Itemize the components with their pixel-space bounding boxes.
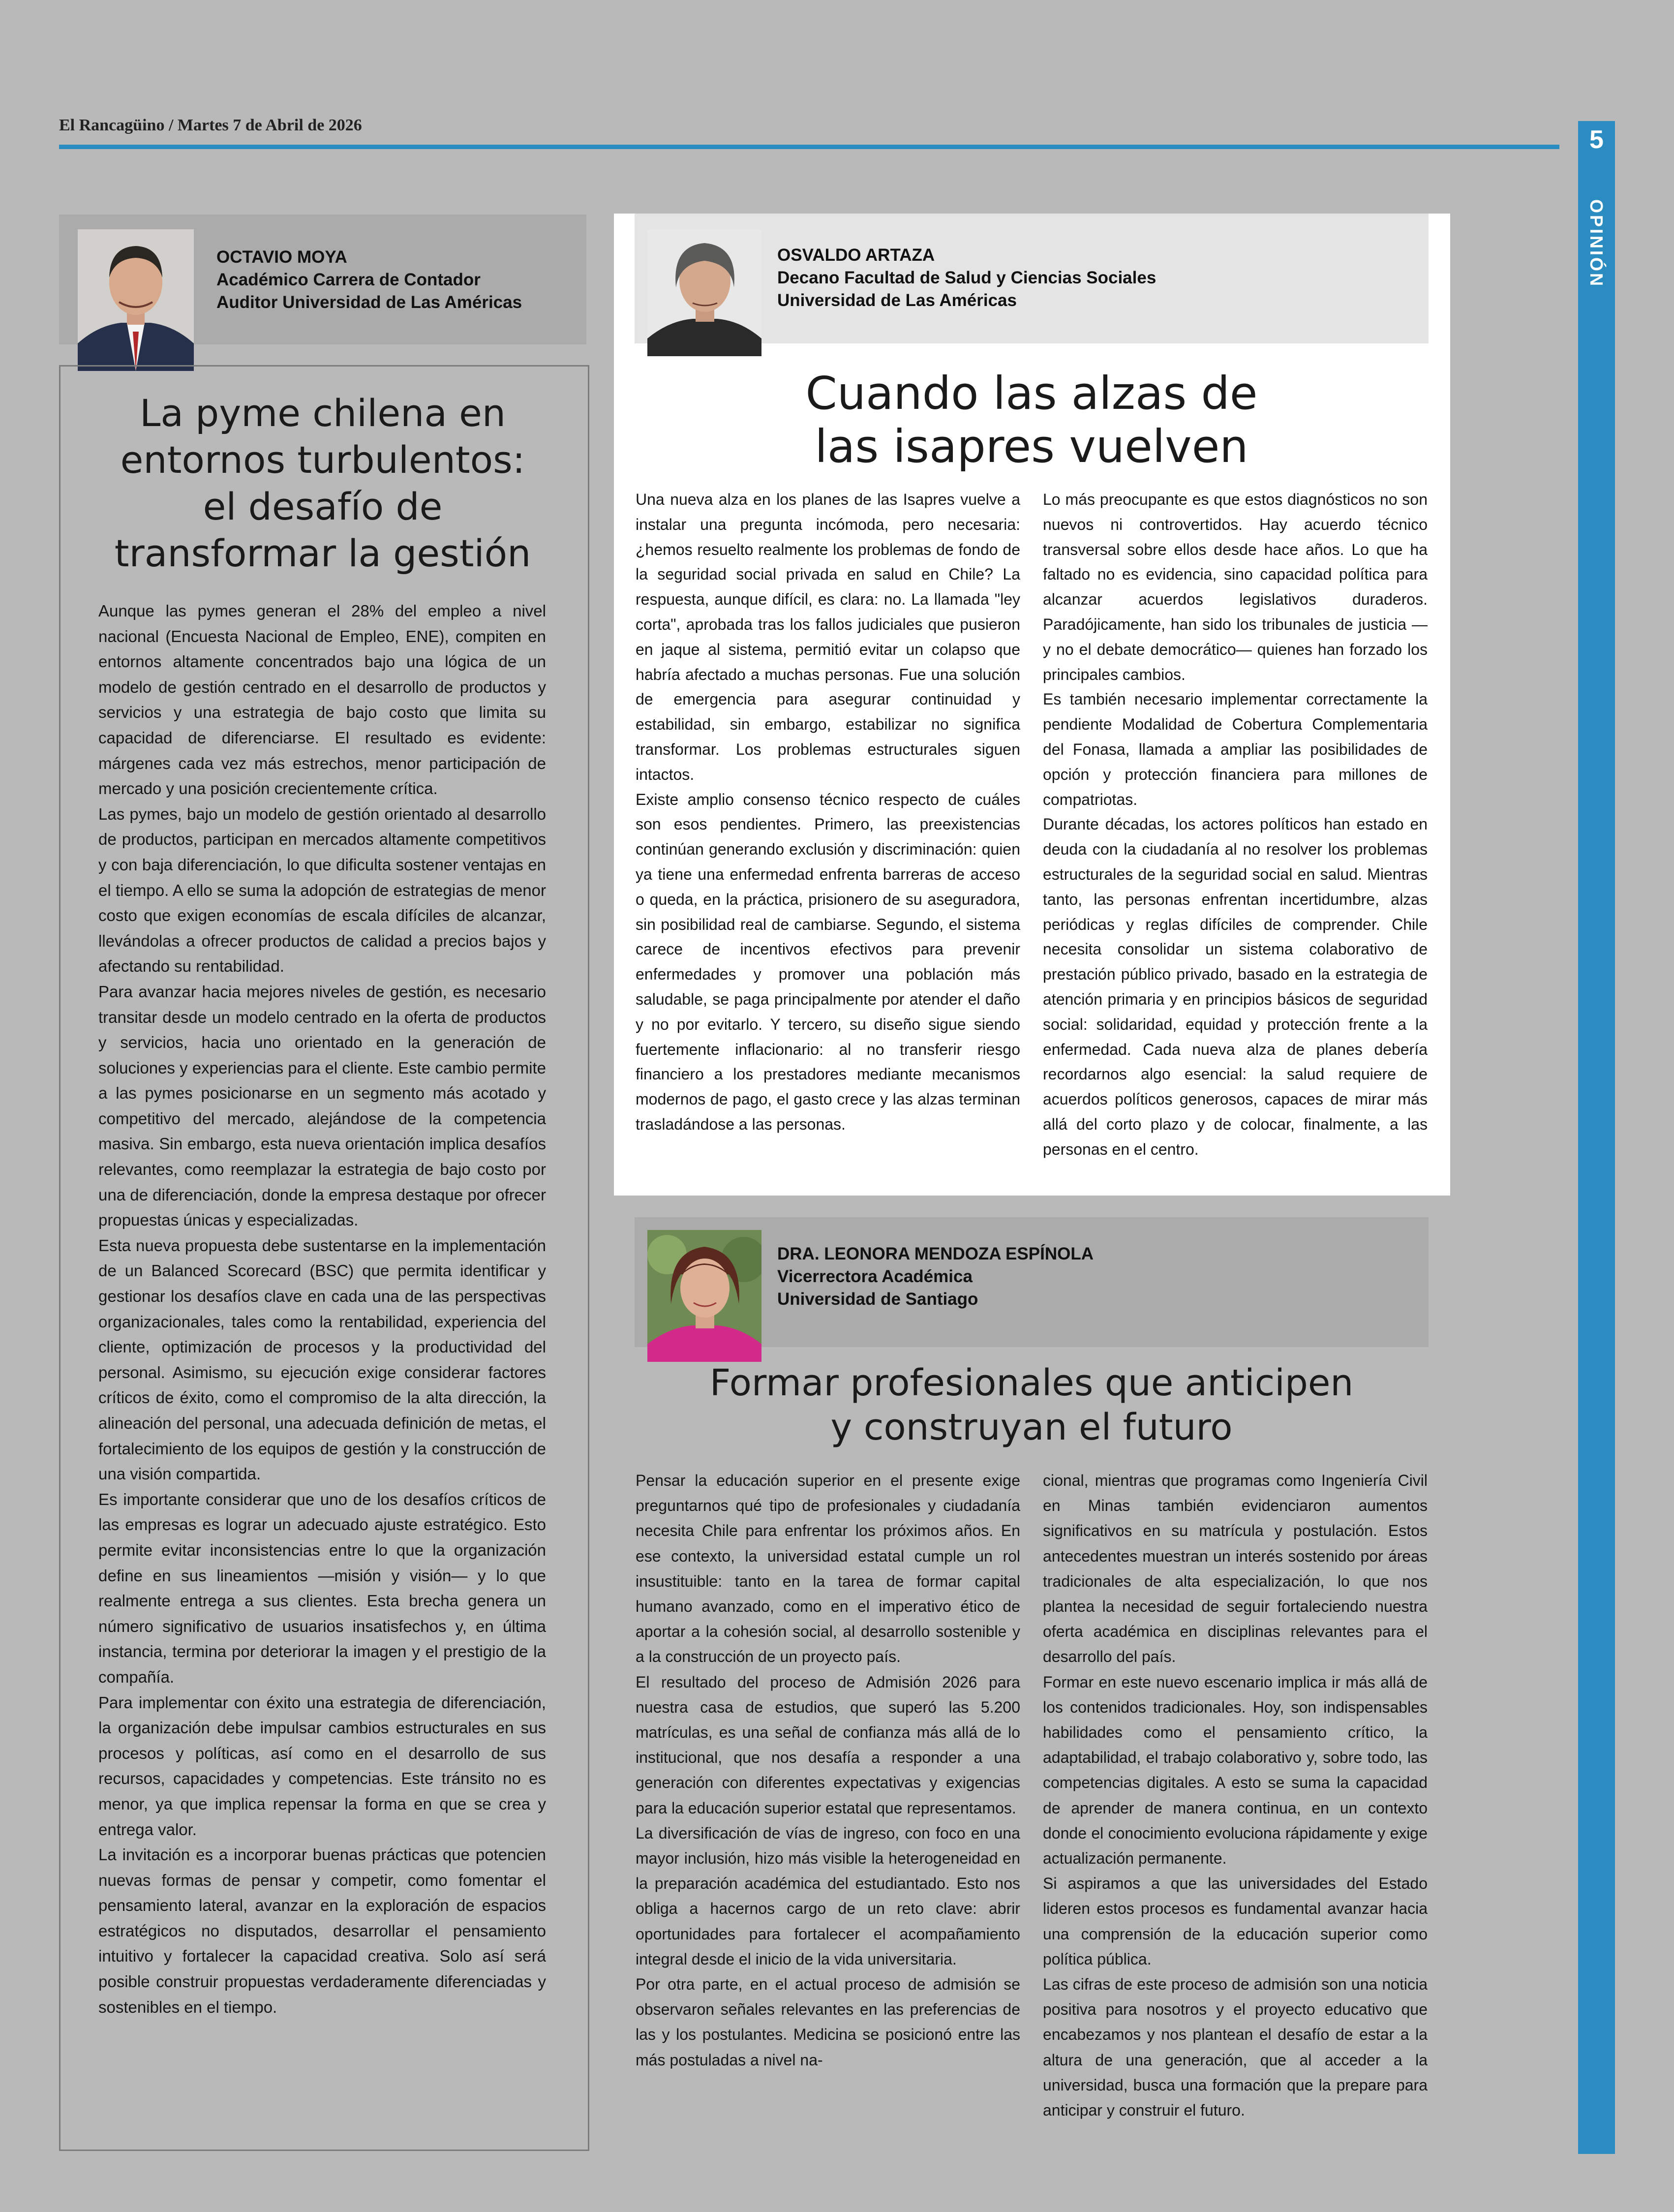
author-role: Decano Facultad de Salud y Ciencias Sociales [777,268,1157,287]
author-name: OSVALDO ARTAZA [777,246,935,265]
author-info-moya [216,246,522,314]
paragraph: Es importante considerar que uno de los desafíos críticos de las empresas es lograr un adecuado ajuste estratégico. Esto permite evitar inconsistencias entre lo que la organización define en sus lineamientos —misión y visión— y lo que realmente entrega a sus clientes. Esta brecha genera un número significativo de usuarios insatisfechos y, en última instancia, termina por deteriorar la imagen y el prestigio de la compañía. [98,1490,546,1686]
section-sidebar [1578,121,1615,2154]
article-title-artaza [635,367,1429,473]
paragraph: El resultado del proceso de Admisión 2026 para nuestra casa de estudios, que superó las 5.200 matrículas, es una señal de confianza más allá de lo institucional, que nos desafía a responder a una generación con diferentes expectativas y exigencias para la educación superior estatal que representamos. [636,1673,1020,1817]
article-body-artaza-col1 [636,487,1020,1137]
paragraph: Lo más preocupante es que estos diagnósticos no son nuevos ni controvertidos. Hay acuerdo técnico transversal sobre ellos desde hace años. Lo que ha faltado no es evidencia, sino capacidad política para alcanzar acuerdos legislativos duraderos. Paradójicamente, han sido los tribunales de justicia —y no el debate democrático— quienes han forzado los principales cambios. [1043,491,1428,683]
title-line: Cuando las alzas de [805,367,1258,420]
article-body-artaza-col2 [1043,487,1428,1162]
paragraph: Esta nueva propuesta debe sustentarse en la implementación de un Balanced Scorecard (BSC) que permita identificar y gestionar los desafíos clave en cada una de las perspectivas organizacionales, tales como la rentabilidad, experiencia del cliente, optimización de procesos y la productividad del personal. Asimismo, su ejecución exige considerar factores críticos de éxito, como el compromiso de la alta dirección, la alineación del personal, una adecuada definición de metas, el fortalecimiento de los equipos de gestión y la construcción de una visión compartida. [98,1236,546,1483]
author-photo-moya [78,229,194,371]
title-line: el desafío de [203,485,443,528]
article-body-moya [98,598,546,2020]
section-label: OPINIÓN [1586,199,1607,288]
author-role: Vicerrectora Académica [777,1267,973,1286]
title-line: entornos turbulentos: [120,438,525,482]
paragraph: Si aspiramos a que las universidades del Estado lideren estos procesos es fundamental avanzar hacia una comprensión de la educación superior como política pública. [1043,1874,1428,1968]
paragraph: Las pymes, bajo un modelo de gestión orientado al desarrollo de productos, participan en mercados altamente competitivos y con baja diferenciación, lo que dificulta sostener ventajas en el tiempo. A ello se suma la adopción de estrategias de menor costo que exigen economías de escala difíciles de alcanzar, llevándolas a ofrecer productos de calidad a precios bajos y afectando su rentabilidad. [98,804,546,976]
paragraph: Para implementar con éxito una estrategia de diferenciación, la organización debe impulsar cambios estructurales en sus procesos y políticas, así como en el desarrollo de sus recursos, capacidades y competencias. Este tránsito no es menor, ya que implica repensar la forma en que se crea y entrega valor. [98,1693,546,1839]
paragraph: Las cifras de este proceso de admisión son una noticia positiva para nosotros y el proyecto educativo que encabezamos y nos plantean el desafío de estar a la altura de una generación, que al acceder a la universidad, busca una formación que la prepare para anticipar y construir el futuro. [1043,1975,1428,2120]
paragraph: La diversificación de vías de ingreso, con foco en una mayor inclusión, hizo más visible la heterogeneidad en la preparación académica del estudiantado. Esto nos obliga a hacernos cargo de un reto clave: abrir oportunidades para fortalecer el acompañamiento integral desde el inicio de la vida universitaria. [636,1824,1020,1968]
article-title-mendoza [635,1361,1429,1449]
author-affiliation: Universidad de Santiago [777,1290,978,1309]
paragraph: La invitación es a incorporar buenas prácticas que potencien nuevas formas de pensar y competir, como fomentar el pensamiento lateral, avanzar en la exploración de espacios estratégicos no disputados, desarrollar el pensamiento intuitivo y fortalecer la capacidad creativa. Solo así será posible construir propuestas verdaderamente diferenciadas y sostenibles en el tiempo. [98,1845,546,2016]
paragraph: Formar en este nuevo escenario implica ir más allá de los contenidos tradicionales. Hoy, son indispensables habilidades como el pensamiento crítico, la adaptabilidad, el trabajo colaborativo y, sobre todo, las competencias digitales. A esto se suma la capacidad de aprender de manera continua, en un contexto donde el conocimiento evoluciona rápidamente y exige actualización permanente. [1043,1673,1428,1868]
page-number: 5 [1589,125,1604,154]
title-line: La pyme chilena en [139,391,506,435]
title-line: y construyan el futuro [830,1406,1233,1448]
author-info-mendoza [777,1243,1094,1311]
title-line: las isapres vuelven [815,420,1248,473]
author-info-artaza [777,244,1156,312]
title-line: Formar profesionales que anticipen [709,1362,1354,1404]
paragraph: cional, mientras que programas como Ingeniería Civil en Minas también evidenciaron aumentos significativos en su matrícula y postulación. Estos antecedentes muestran un interés sostenido por áreas tradicionales de alta especialización, lo que nos plantea la necesidad de seguir fortaleciendo nuestra oferta académica en disciplinas relevantes para el desarrollo del país. [1043,1472,1428,1666]
masthead: El Rancagüino / Martes 7 de Abril de 2026 [59,116,362,134]
title-line: transformar la gestión [114,531,531,575]
paragraph: Existe amplio consenso técnico respecto de cuáles son esos pendientes. Primero, las preexistencias continúan generando exclusión y discriminación: quien ya tiene una enfermedad enfrenta barreras de acceso o queda, en la práctica, prisionero de su aseguradora, sin posibilidad real de cambiarse. Segundo, el sistema carece de incentivos efectivos para prevenir enfermedades y promover una población más saludable, se paga principalmente por atender el daño y no por evitarlo. Y tercero, su diseño sigue siendo fuertemente inflacionario: al no transferir riesgo financiero a los prestadores mediante mecanismos modernos de pago, el gasto crece y las alzas terminan trasladándose a las personas. [636,790,1020,1133]
paragraph: Es también necesario implementar correctamente la pendiente Modalidad de Cobertura Complementaria del Fonasa, llamada a ampliar las posibilidades de opción y protección financiera para millones de compatriotas. [1043,690,1428,808]
paragraph: Para avanzar hacia mejores niveles de gestión, es necesario transitar desde un modelo centrado en la oferta de productos y servicios, hacia uno orientado en la generación de soluciones y experiencias para el cliente. Este cambio permite a las pymes posicionarse en un segmento más acotado y competitivo del mercado, alejándose de la competencia masiva. Sin embargo, esta nueva orientación implica desafíos relevantes, como reemplazar la estrategia de bajo costo por una de diferenciación, donde la empresa destaque por ofrecer propuestas únicas y especializadas. [98,982,546,1229]
header-rule [59,145,1559,149]
author-affiliation: Universidad de Las Américas [777,291,1017,310]
author-name: OCTAVIO MOYA [216,247,347,267]
author-role: Académico Carrera de Contador [216,270,481,289]
paragraph: Una nueva alza en los planes de las Isapres vuelve a instalar una pregunta incómoda, pero necesaria: ¿hemos resuelto realmente los problemas de fondo de la seguridad social privada en salud en Chile? La respuesta, aunque difícil, es clara: no. La llamada "ley corta", aprobada tras los fallos judiciales que pusieron en jaque al sistema, permitió evitar un colapso que habría afectado a muchas personas. Fue una solución de emergencia para asegurar continuidad y estabilidad, sin embargo, estabilizar no significa transformar. Los problemas estructurales siguen intactos. [636,491,1020,783]
article-title-moya [69,390,577,577]
author-affiliation: Auditor Universidad de Las Américas [216,293,522,312]
author-name: DRA. LEONORA MENDOZA ESPÍNOLA [777,1244,1094,1263]
paragraph: Durante décadas, los actores políticos han estado en deuda con la ciudadanía al no resolver los problemas estructurales de la seguridad social en salud. Mientras tanto, las personas enfrentan incertidumbre, alzas periódicas y reglas difíciles de comprender. Chile necesita consolidar un sistema colaborativo de prestación público privado, basado en la estrategia de atención primaria y en principios básicos de seguridad social: solidaridad, equidad y protección frente a la enfermedad. Cada nueva alza de planes debería recordarnos algo esencial: la salud requiere de acuerdos políticos generosos, capaces de mirar más allá del corto plazo y de colocar, finalmente, a las personas en el centro. [1043,815,1428,1158]
paragraph: Por otra parte, en el actual proceso de admisión se observaron señales relevantes en las preferencias de las y los postulantes. Medicina se posicionó entre las más postuladas a nivel na- [636,1975,1020,2069]
article-body-mendoza-col2 [1043,1468,1428,2123]
author-photo-artaza [647,229,761,356]
paragraph: Aunque las pymes generan el 28% del empleo a nivel nacional (Encuesta Nacional de Empleo, ENE), compiten en entornos altamente concentrados bajo una lógica de un modelo de gestión centrado en el desarrollo de productos y servicios y una estrategia de bajo costo que limita su capacidad de diferenciarse. El resultado es evidente: márgenes cada vez más estrechos, menor participación de mercado y una posición crecientemente crítica. [98,602,546,798]
paragraph: Pensar la educación superior en el presente exige preguntarnos qué tipo de profesionales y ciudadanía necesita Chile para enfrentar los próximos años. En ese contexto, la universidad estatal cumple un rol insustituible: tanto en la tarea de formar capital humano avanzado, como en el imperativo ético de aportar a la cohesión social, al desarrollo sostenible y a la construcción de un proyecto país. [636,1472,1020,1666]
author-photo-mendoza [647,1230,761,1362]
article-body-mendoza-col1 [636,1468,1020,2073]
